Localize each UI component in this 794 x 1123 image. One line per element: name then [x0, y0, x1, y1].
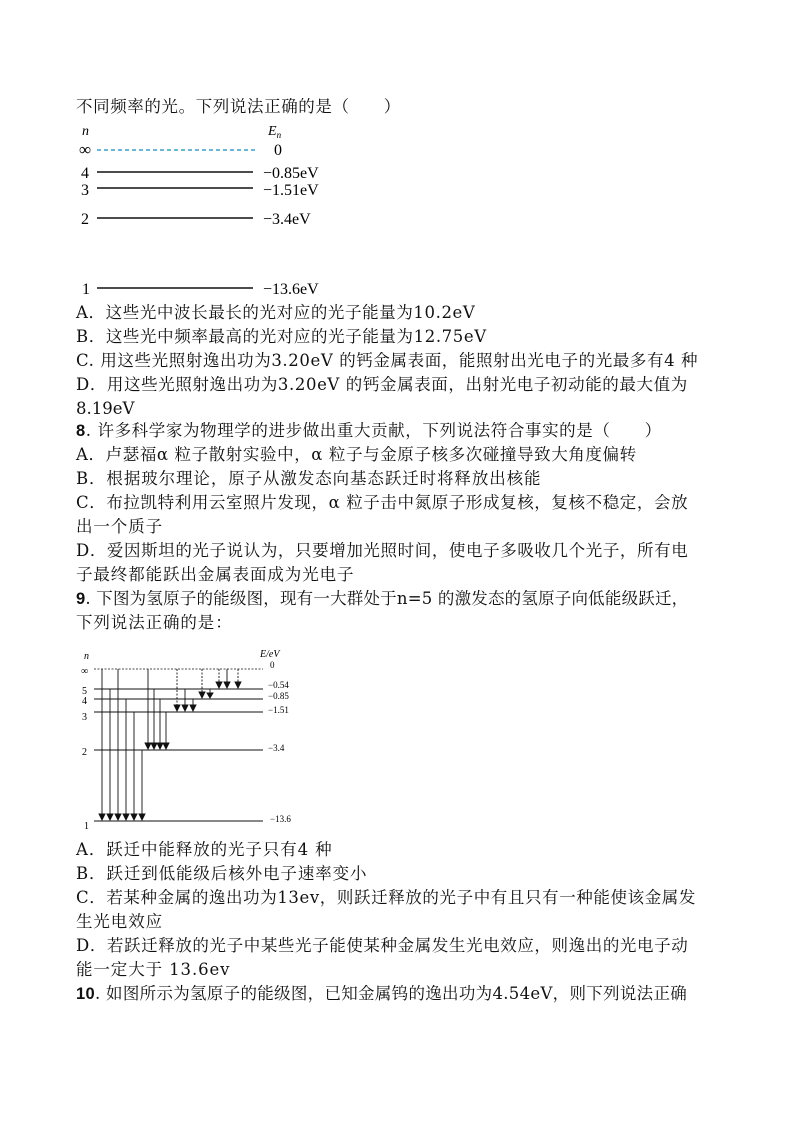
q7-level-n-2: 2 — [81, 211, 89, 228]
q7-level-e-inf: 0 — [274, 142, 282, 159]
q7-n-axis-label: n — [82, 124, 89, 139]
q9-level-e-5: −0.54 — [268, 680, 289, 690]
q9-option-b: B．跃迁到低能级后核外电子速率变小 — [76, 864, 368, 883]
q7-level-n-inf: ∞ — [79, 140, 92, 159]
q9-energy-level-diagram — [78, 644, 318, 834]
q7-level-e-3: −1.51eV — [263, 182, 319, 199]
q10-number: 10 — [76, 985, 95, 1003]
q9-level-n-1: 1 — [84, 821, 89, 832]
q9-option-c-line2: 生光电效应 — [76, 912, 163, 931]
q9-number: 9 — [76, 590, 86, 608]
q7-e-axis-label: $E_n$ — [268, 124, 282, 140]
q8-option-b: B．根据玻尔理论，原子从激发态向基态跃迁时将释放出核能 — [76, 469, 542, 488]
q9-level-n-inf: ∞ — [81, 666, 89, 677]
q9-option-c-line1: C．若某种金属的逸出功为13ev，则跃迁释放的光子中有且只有一种能使该金属发 — [76, 888, 697, 907]
q9-level-n-4: 4 — [82, 696, 87, 707]
q7-level-n-3: 3 — [81, 182, 89, 199]
q9-level-e-4: −0.85 — [268, 691, 289, 701]
q9-e-axis-label: E/eV — [260, 649, 280, 660]
q8-option-d-line2: 子最终都能跃出金属表面成为光电子 — [76, 565, 355, 584]
q9-level-e-3: −1.51 — [268, 705, 289, 715]
q7-option-b: B．这些光中频率最高的光对应的光子能量为12.75eV — [76, 327, 487, 346]
q7-option-d-line2: 8.19eV — [76, 399, 135, 418]
q9-option-d-line2: 能一定大于 13.6ev — [76, 960, 231, 979]
q9-stem-line1: 9. 下图为氢原子的能级图，现有一大群处于n=5 的激发态的氢原子向低能级跃迁， — [76, 589, 689, 608]
q8-stem: 8. 许多科学家为物理学的进步做出重大贡献，下列说法符合事实的是（ ） — [76, 421, 662, 440]
q8-option-c-line2: 出一个质子 — [76, 517, 163, 536]
q7-option-c: C. 用这些光照射逸出功为3.20eV 的钙金属表面，能照射出光电子的光最多有4 种 — [76, 351, 699, 370]
q8-option-a: A．卢瑟福α 粒子散射实验中，α 粒子与金原子核多次碰撞导致大角度偏转 — [76, 445, 637, 464]
q9-option-a: A．跃迁中能释放的光子只有4 种 — [76, 840, 333, 859]
q7-level-e-2: −3.4eV — [263, 211, 311, 228]
q7-intro: 不同频率的光。下列说法正确的是（ ） — [76, 97, 401, 116]
q9-option-d-line1: D．若跃迁释放的光子中某些光子能使某种金属发生光电效应，则逸出的光电子动 — [76, 936, 689, 955]
q9-n-axis-label: n — [84, 651, 89, 662]
q8-number: 8 — [76, 422, 86, 440]
q9-level-n-2: 2 — [82, 747, 87, 758]
q7-level-n-1: 1 — [82, 281, 90, 298]
q7-level-e-4: −0.85eV — [263, 165, 319, 182]
q9-stem-line2: 下列说法正确的是： — [76, 613, 233, 632]
q7-option-a: A．这些光中波长最长的光对应的光子能量为10.2eV — [76, 303, 476, 322]
q9-level-e-1: −13.6 — [270, 814, 291, 824]
q9-level-e-2: −3.4 — [268, 743, 285, 753]
q8-option-d-line1: D．爱因斯坦的光子说认为，只要增加光照时间，使电子多吸收几个光子，所有电 — [76, 541, 689, 560]
q10-stem: 10. 如图所示为氢原子的能级图，已知金属钨的逸出功为4.54eV，则下列说法正确 — [76, 984, 688, 1003]
q7-option-d-line1: D．用这些光照射逸出功为3.20eV 的钙金属表面，出射光电子初动能的最大值为 — [76, 375, 688, 394]
q9-level-n-5: 5 — [82, 686, 87, 697]
q9-level-e-inf: 0 — [270, 660, 275, 670]
q7-level-e-1: −13.6eV — [263, 281, 319, 298]
q9-level-n-3: 3 — [82, 712, 87, 723]
q8-option-c-line1: C．布拉凯特利用云室照片发现，α 粒子击中氮原子形成复核，复核不稳定，会放 — [76, 493, 689, 512]
q9-transition-arrows — [99, 669, 241, 820]
q7-energy-level-diagram — [70, 118, 360, 300]
q7-level-n-4: 4 — [81, 165, 89, 182]
